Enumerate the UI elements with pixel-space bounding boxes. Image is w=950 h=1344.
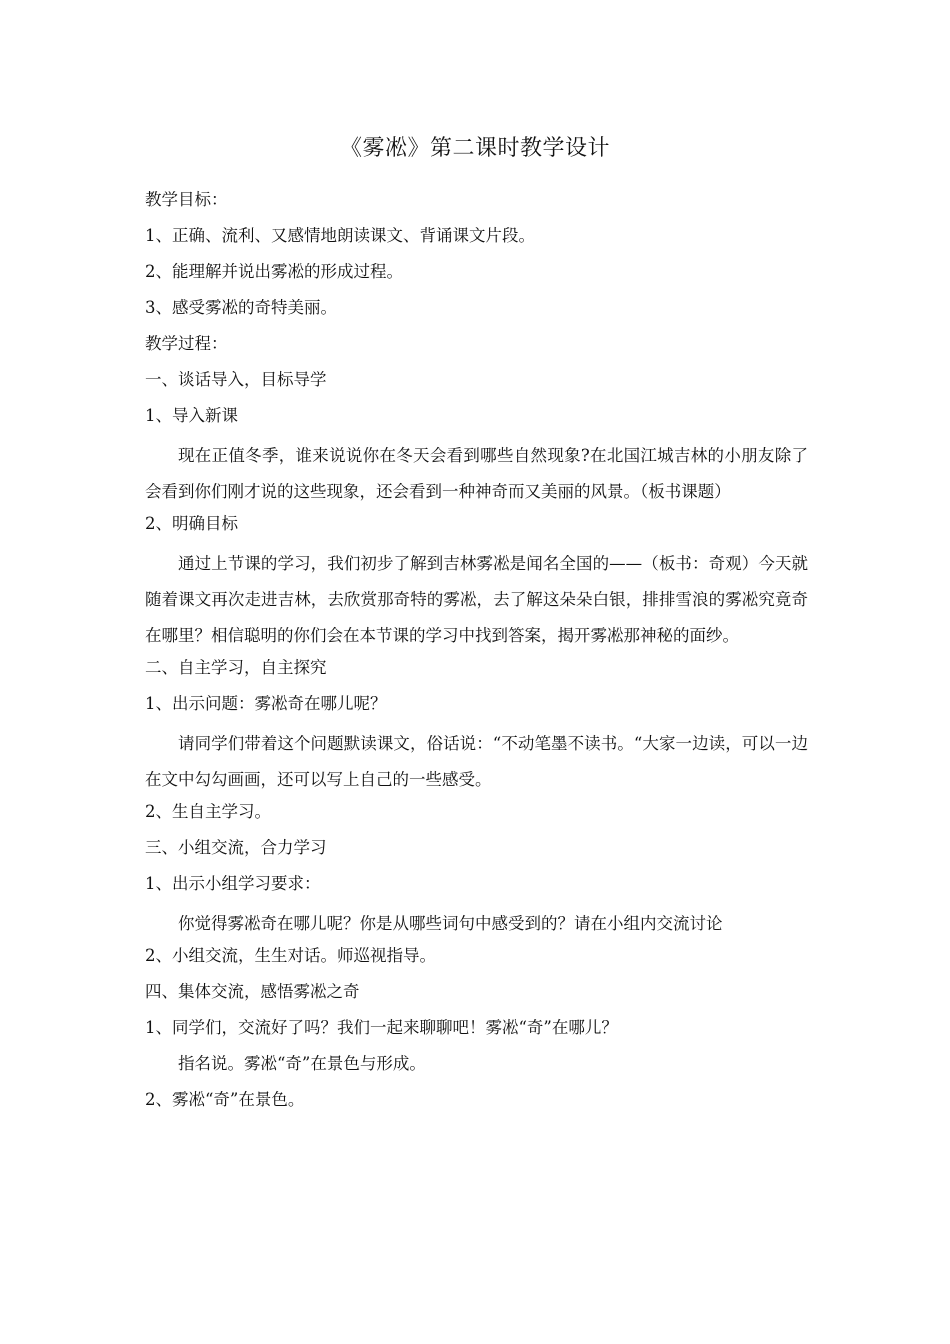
indented-line: 指名说。雾凇“奇”在景色与形成。 [178,1054,426,1073]
paragraph-group-requirement: 你觉得雾凇奇在哪儿呢？你是从哪些词句中感受到的？请在小组内交流讨论 [178,914,723,933]
step-heading-3: 三、小组交流，合力学习 [145,838,327,857]
substep-heading: 2、小组交流，生生对话。师巡视指导。 [145,946,436,965]
paragraph-self-study: 请同学们带着这个问题默读课文，俗话说：“不动笔墨不读书。“大家一边读，可以一边在文中勾勾画画，还可以写上自己的一些感受。 [145,734,808,789]
substep-heading: 1、导入新课 [145,406,238,425]
step-heading-4: 四、集体交流，感悟雾凇之奇 [145,982,360,1001]
step-heading-1: 一、谈话导入，目标导学 [145,370,327,389]
step-heading-2: 二、自主学习，自主探究 [145,658,327,677]
document-body [145,186,808,1122]
substep-heading: 2、生自主学习。 [145,802,271,821]
substep-heading: 2、雾凇“奇”在景色。 [145,1090,305,1109]
objective-item-2: 2、能理解并说出雾凇的形成过程。 [145,262,403,281]
substep-heading: 1、出示小组学习要求： [145,874,321,893]
section-heading-process: 教学过程： [145,334,228,353]
objective-item-3: 3、感受雾凇的奇特美丽。 [145,298,337,317]
paragraph-goals: 通过上节课的学习，我们初步了解到吉林雾凇是闻名全国的——（板书：奇观）今天就随着课文再次走进吉林，去欣赏那奇特的雾凇，去了解这朵朵白银，排排雪浪的雾凇究竟奇在哪里？相信聪明的你们会在本节课的学习中找到答案，揭开雾凇那神秘的面纱。 [145,554,808,645]
document-title: 《雾凇》第二课时教学设计 [339,136,610,161]
substep-heading: 1、同学们，交流好了吗？我们一起来聊聊吧！雾凇“奇”在哪儿？ [145,1018,618,1037]
objective-item-1: 1、正确、流利、又感情地朗读课文、背诵课文片段。 [145,226,535,245]
substep-heading: 2、明确目标 [145,514,238,533]
substep-heading: 1、出示问题：雾凇奇在哪儿呢？ [145,694,387,713]
paragraph-intro: 现在正值冬季，谁来说说你在冬天会看到哪些自然现象?在北国江城吉林的小朋友除了会看到你们刚才说的这些现象，还会看到一种神奇而又美丽的风景。（板书课题） [145,446,808,501]
section-heading-objectives: 教学目标： [145,190,228,209]
